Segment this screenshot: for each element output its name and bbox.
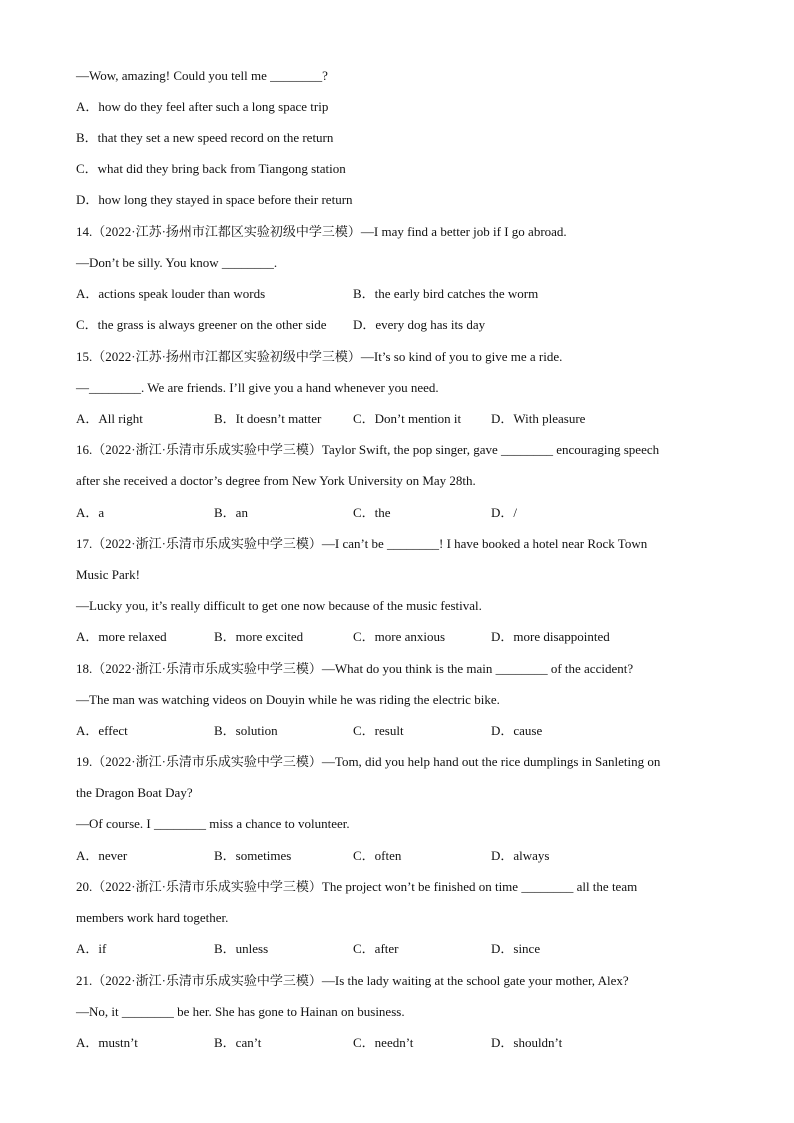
q20-option-c: C．after xyxy=(353,941,399,956)
q14-reply: —Don’t be silly. You know ________. xyxy=(76,255,278,270)
q13-option-b: B．that they set a new speed record on the return xyxy=(76,130,334,145)
q19-option-c: C．often xyxy=(353,848,402,863)
q21-question: 21.（2022·浙江·乐清市乐成实验中学三模）—Is the lady waiting at the school gate your mother, Alex? xyxy=(76,973,629,988)
q14-option-a: A．actions speak louder than words xyxy=(76,286,266,301)
q16-option-a: A．a xyxy=(76,505,105,520)
q13-option-d: D．how long they stayed in space before their return xyxy=(76,192,353,207)
q19-option-d: D．always xyxy=(491,848,550,863)
q17-option-d: D．more disappointed xyxy=(491,629,610,644)
q15-option-c: C．Don’t mention it xyxy=(353,411,462,426)
q14-option-c: C．the grass is always greener on the other side xyxy=(76,317,327,332)
q16-question-cont: after she received a doctor’s degree from New York University on May 28th. xyxy=(76,473,476,488)
q21-option-b: B．can’t xyxy=(214,1035,262,1050)
q17-question: 17.（2022·浙江·乐清市乐成实验中学三模）—I can’t be ________! I have booked a hotel near Rock Town xyxy=(76,536,648,551)
q18-option-c: C．result xyxy=(353,723,404,738)
q17-option-a: A．more relaxed xyxy=(76,629,167,644)
q20-question-cont: members work hard together. xyxy=(76,910,229,925)
q20-option-a: A．if xyxy=(76,941,107,956)
q19-question-cont: the Dragon Boat Day? xyxy=(76,785,193,800)
q14-question: 14.（2022·江苏·扬州市江都区实验初级中学三模）—I may find a better job if I go abroad. xyxy=(76,224,567,239)
q15-option-d: D．With pleasure xyxy=(491,411,586,426)
q18-question: 18.（2022·浙江·乐清市乐成实验中学三模）—What do you think is the main ________ of the accident? xyxy=(76,661,634,676)
q18-reply: —The man was watching videos on Douyin while he was riding the electric bike. xyxy=(76,692,500,707)
q21-option-c: C．needn’t xyxy=(353,1035,414,1050)
q13-option-c: C．what did they bring back from Tiangong station xyxy=(76,161,346,176)
q14-option-d: D．every dog has its day xyxy=(353,317,486,332)
q16-option-d: D．/ xyxy=(491,505,518,520)
q15-option-a: A．All right xyxy=(76,411,143,426)
q16-option-c: C．the xyxy=(353,505,391,520)
q16-option-b: B．an xyxy=(214,505,248,520)
q17-reply: —Lucky you, it’s really difficult to get one now because of the music festival. xyxy=(76,598,482,613)
q21-reply: —No, it ________ be her. She has gone to Hainan on business. xyxy=(76,1004,405,1019)
q15-option-b: B．It doesn’t matter xyxy=(214,411,322,426)
q17-option-b: B．more excited xyxy=(214,629,304,644)
q19-reply: —Of course. I ________ miss a chance to volunteer. xyxy=(76,816,350,831)
q20-question: 20.（2022·浙江·乐清市乐成实验中学三模）The project won’t be finished on time ________ all the team xyxy=(76,879,638,894)
q15-question: 15.（2022·江苏·扬州市江都区实验初级中学三模）—It’s so kind of you to give me a ride. xyxy=(76,349,563,364)
q18-option-d: D．cause xyxy=(491,723,543,738)
q16-question: 16.（2022·浙江·乐清市乐成实验中学三模）Taylor Swift, the pop singer, gave ________ encouraging speech xyxy=(76,442,660,457)
q19-option-a: A．never xyxy=(76,848,128,863)
q20-option-d: D．since xyxy=(491,941,541,956)
q17-question-cont: Music Park! xyxy=(76,567,140,582)
q13-option-a: A．how do they feel after such a long space trip xyxy=(76,99,329,114)
q14-option-b: B．the early bird catches the worm xyxy=(353,286,539,301)
q21-option-a: A．mustn’t xyxy=(76,1035,138,1050)
q19-option-b: B．sometimes xyxy=(214,848,292,863)
q20-option-b: B．unless xyxy=(214,941,269,956)
q19-question: 19.（2022·浙江·乐清市乐成实验中学三模）—Tom, did you help hand out the rice dumplings in Sanleting on xyxy=(76,754,661,769)
q18-option-b: B．solution xyxy=(214,723,278,738)
q13-prompt: —Wow, amazing! Could you tell me ________? xyxy=(76,68,328,83)
q21-option-d: D．shouldn’t xyxy=(491,1035,563,1050)
q15-reply: —________. We are friends. I’ll give you a hand whenever you need. xyxy=(76,380,439,395)
q17-option-c: C．more anxious xyxy=(353,629,446,644)
q18-option-a: A．effect xyxy=(76,723,128,738)
